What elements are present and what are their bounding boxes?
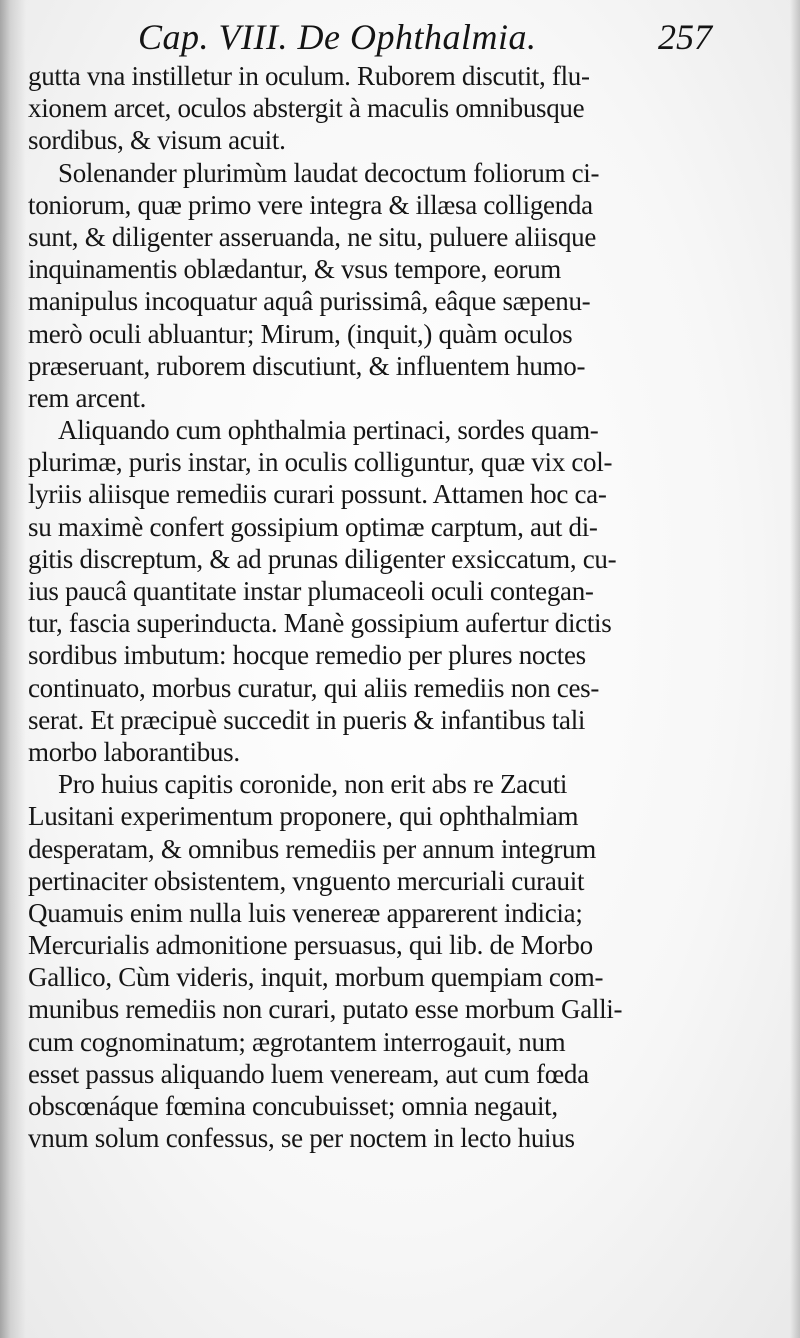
text-line: lyriis aliisque remediis curari possunt. Attamen hoc ca-	[28, 479, 607, 510]
body-text	[28, 60, 772, 1154]
text-line: Lusitani experimentum proponere, qui ophthalmiam	[28, 801, 579, 832]
text-line: Gallico, Cùm videris, inquit, morbum quempiam com-	[28, 962, 604, 993]
text-line: Solenander plurimùm laudat decoctum foliorum ci-	[58, 157, 600, 188]
text-line: obscœnáque fœmina concubuisset; omnia negauit,	[28, 1091, 558, 1121]
text-line: plurimæ, puris instar, in oculis colliguntur, quæ vix col-	[28, 447, 613, 478]
text-line: vnum solum confessus, se per noctem in lecto huius	[28, 1123, 575, 1154]
text-line: desperatam, & omnibus remediis per annum integrum	[28, 833, 596, 864]
text-line: sunt, & diligenter asseruanda, ne situ, puluere aliisque	[28, 221, 597, 252]
text-line: inquinamentis oblædantur, & vsus tempore, eorum	[28, 254, 561, 285]
text-line: ius paucâ quantitate instar plumaceoli oculi contegan-	[28, 576, 594, 606]
text-line: serat. Et præcipuè succedit in pueris & infantibus tali	[28, 704, 586, 735]
text-line: tur, fascia superinducta. Manè gossipium aufertur dictis	[28, 608, 612, 639]
text-line: munibus remediis non curari, putato esse morbum Galli-	[28, 994, 623, 1025]
text-line: gutta vna instilletur in oculum. Ruborem discutit, flu-	[28, 61, 590, 91]
text-line: sordibus, & visum acuit.	[28, 125, 286, 156]
text-line: præseruant, ruborem discutiunt, & influentem humo-	[28, 350, 586, 381]
text-line: xionem arcet, oculos abstergit à maculis omnibusque	[28, 93, 585, 124]
text-line: pertinaciter obsistentem, vnguento mercuriali curauit	[28, 865, 585, 896]
text-line: cum cognominatum; ægrotantem interrogauit, num	[28, 1026, 566, 1057]
text-line: continuato, morbus curatur, qui aliis remediis non ces-	[28, 672, 600, 703]
text-line: sordibus imbutum: hocque remedio per plures noctes	[28, 640, 586, 671]
text-line: Mercurialis admonitione persuasus, qui lib. de Morbo	[28, 930, 593, 961]
text-line: Aliquando cum ophthalmia pertinaci, sordes quam-	[58, 415, 599, 446]
text-line: su maximè confert gossipium optimæ carptum, aut di-	[28, 511, 598, 542]
text-line: morbo laborantibus.	[28, 736, 240, 767]
text-line: rem arcent.	[28, 382, 147, 413]
running-head: Cap. VIII. De Ophthalmia.	[138, 17, 537, 57]
page-number: 257	[658, 17, 712, 57]
text-line: esset passus aliquando luem veneream, aut cum fœda	[28, 1058, 589, 1089]
text-line: merò oculi abluantur; Mirum, (inquit,) quàm oculos	[28, 318, 573, 349]
text-line: manipulus incoquatur aquâ purissimâ, eâque sæpenu-	[28, 286, 591, 317]
text-line: gitis discreptum, & ad prunas diligenter exsiccatum, cu-	[28, 543, 617, 574]
text-line: toniorum, quæ primo vere integra & illæsa colligenda	[28, 189, 593, 220]
text-line: Quamuis enim nulla luis venereæ apparerent indicia;	[28, 897, 583, 928]
text-line: Pro huius capitis coronide, non erit abs re Zacuti	[58, 769, 568, 800]
page-header	[0, 14, 800, 58]
